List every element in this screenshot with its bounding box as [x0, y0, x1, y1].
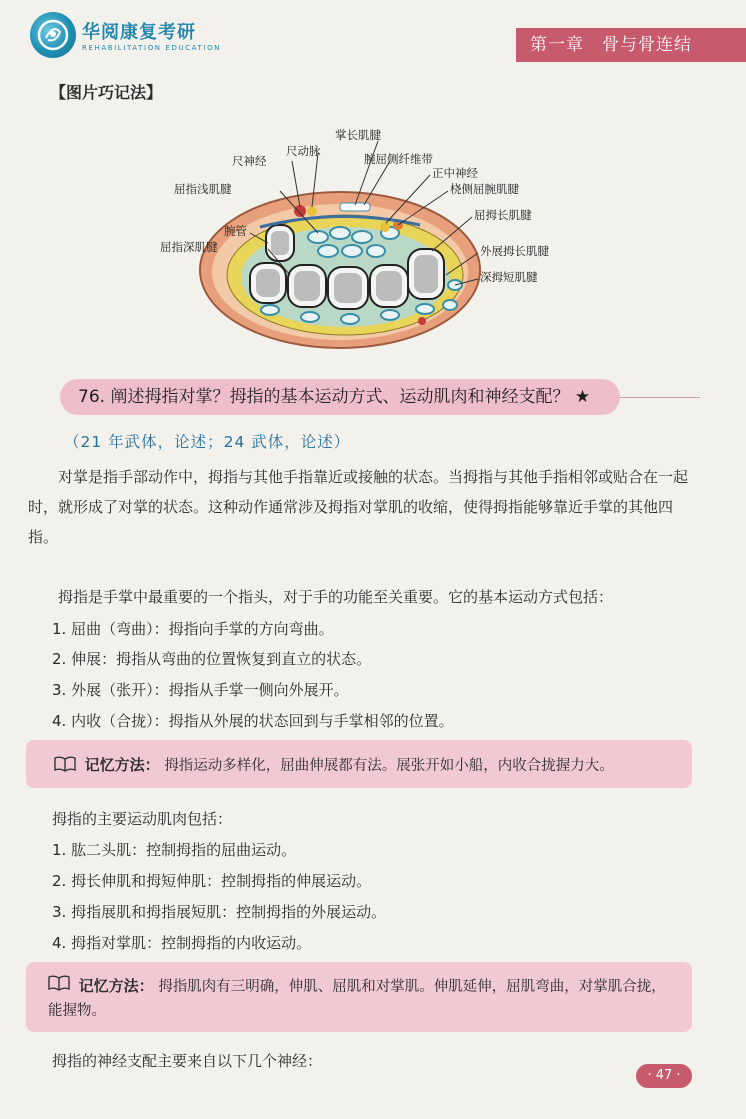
muscle-item-3: 3. 拇指展肌和拇指展短肌：控制拇指的外展运动。 — [52, 903, 387, 921]
chapter-title: 第一章 骨与骨连结 — [516, 28, 746, 62]
label-carpal-tunnel: 腕管 — [224, 224, 247, 238]
page-number: · 47 · — [636, 1064, 692, 1088]
memory-tip-1 — [26, 740, 692, 788]
memory-tip-2-text: 拇指肌肉有三明确，伸肌、屈肌和对掌肌。伸肌延伸，屈肌弯曲，对掌肌合拢，能握物。 — [48, 979, 666, 1019]
label-fds: 屈指浅肌腱 — [174, 182, 232, 196]
label-fcr: 桡侧屈腕肌腱 — [450, 182, 519, 196]
label-ulnar-artery: 尺动脉 — [286, 144, 321, 158]
movement-item-4: 4. 内收（合拢）：拇指从外展的状态回到与手掌相邻的位置。 — [52, 712, 454, 730]
movement-item-2: 2. 伸展：拇指从弯曲的位置恢复到直立的状态。 — [52, 650, 372, 668]
logo-emblem-icon — [30, 12, 76, 58]
book-icon — [54, 756, 76, 776]
muscles-intro: 拇指的主要运动肌肉包括： — [52, 810, 233, 828]
question-divider — [620, 397, 700, 398]
wrist-cross-section-figure — [150, 125, 570, 350]
question-source: （21 年武体，论述；24 武体，论述） — [64, 433, 351, 451]
brand-name-cn: 华阅康复考研 — [82, 22, 196, 43]
memory-tip-2 — [26, 962, 692, 1032]
section-title: 【图片巧记法】 — [50, 83, 163, 102]
movement-item-3: 3. 外展（张开）：拇指从手掌一侧向外展开。 — [52, 681, 349, 699]
brand-name-en: REHABILITATION EDUCATION — [82, 44, 222, 52]
intro-paragraph-2: 拇指是手掌中最重要的一个指头，对于手的功能至关重要。它的基本运动方式包括： — [58, 588, 614, 606]
intro-paragraph-1: 对掌是指手部动作中，拇指与其他手指靠近或接触的状态。当拇指与其他手指相邻或贴合在一起时，就形成了对掌的状态。这种动作通常涉及拇指对掌肌的收缩，使得拇指能够靠近手掌的其他四指。 — [28, 468, 689, 546]
label-palmaris-longus: 掌长肌腱 — [335, 128, 381, 142]
muscle-item-1: 1. 肱二头肌：控制拇指的屈曲运动。 — [52, 841, 297, 859]
memory-tip-2-head: 记忆方法： — [78, 977, 154, 995]
muscle-item-4: 4. 拇指对掌肌：控制拇指的内收运动。 — [52, 934, 312, 952]
label-fdp: 屈指深肌腱 — [160, 240, 218, 254]
label-median-nerve: 正中神经 — [432, 166, 478, 180]
label-epb: 深拇短肌腱 — [480, 270, 538, 284]
label-fpl: 屈拇长肌腱 — [474, 208, 532, 222]
book-icon — [48, 975, 70, 999]
movement-item-1: 1. 屈曲（弯曲）：拇指向手掌的方向弯曲。 — [52, 620, 334, 638]
muscle-item-2: 2. 拇长伸肌和拇短伸肌：控制拇指的伸展运动。 — [52, 872, 372, 890]
label-apl: 外展拇长肌腱 — [480, 244, 549, 258]
nerves-intro: 拇指的神经支配主要来自以下几个神经： — [52, 1052, 323, 1070]
label-flexor-retinaculum: 腕屈侧纤维带 — [364, 152, 433, 166]
memory-tip-1-text: 拇指运动多样化，屈曲伸展都有法。展张开如小船，内收合拢握力大。 — [164, 758, 614, 774]
memory-tip-1-head: 记忆方法： — [84, 756, 160, 774]
label-ulnar-nerve: 尺神经 — [232, 154, 267, 168]
brand-logo — [30, 12, 221, 58]
question-heading: 76. 阐述拇指对掌？拇指的基本运动方式、运动肌肉和神经支配？ ★ — [60, 379, 620, 415]
